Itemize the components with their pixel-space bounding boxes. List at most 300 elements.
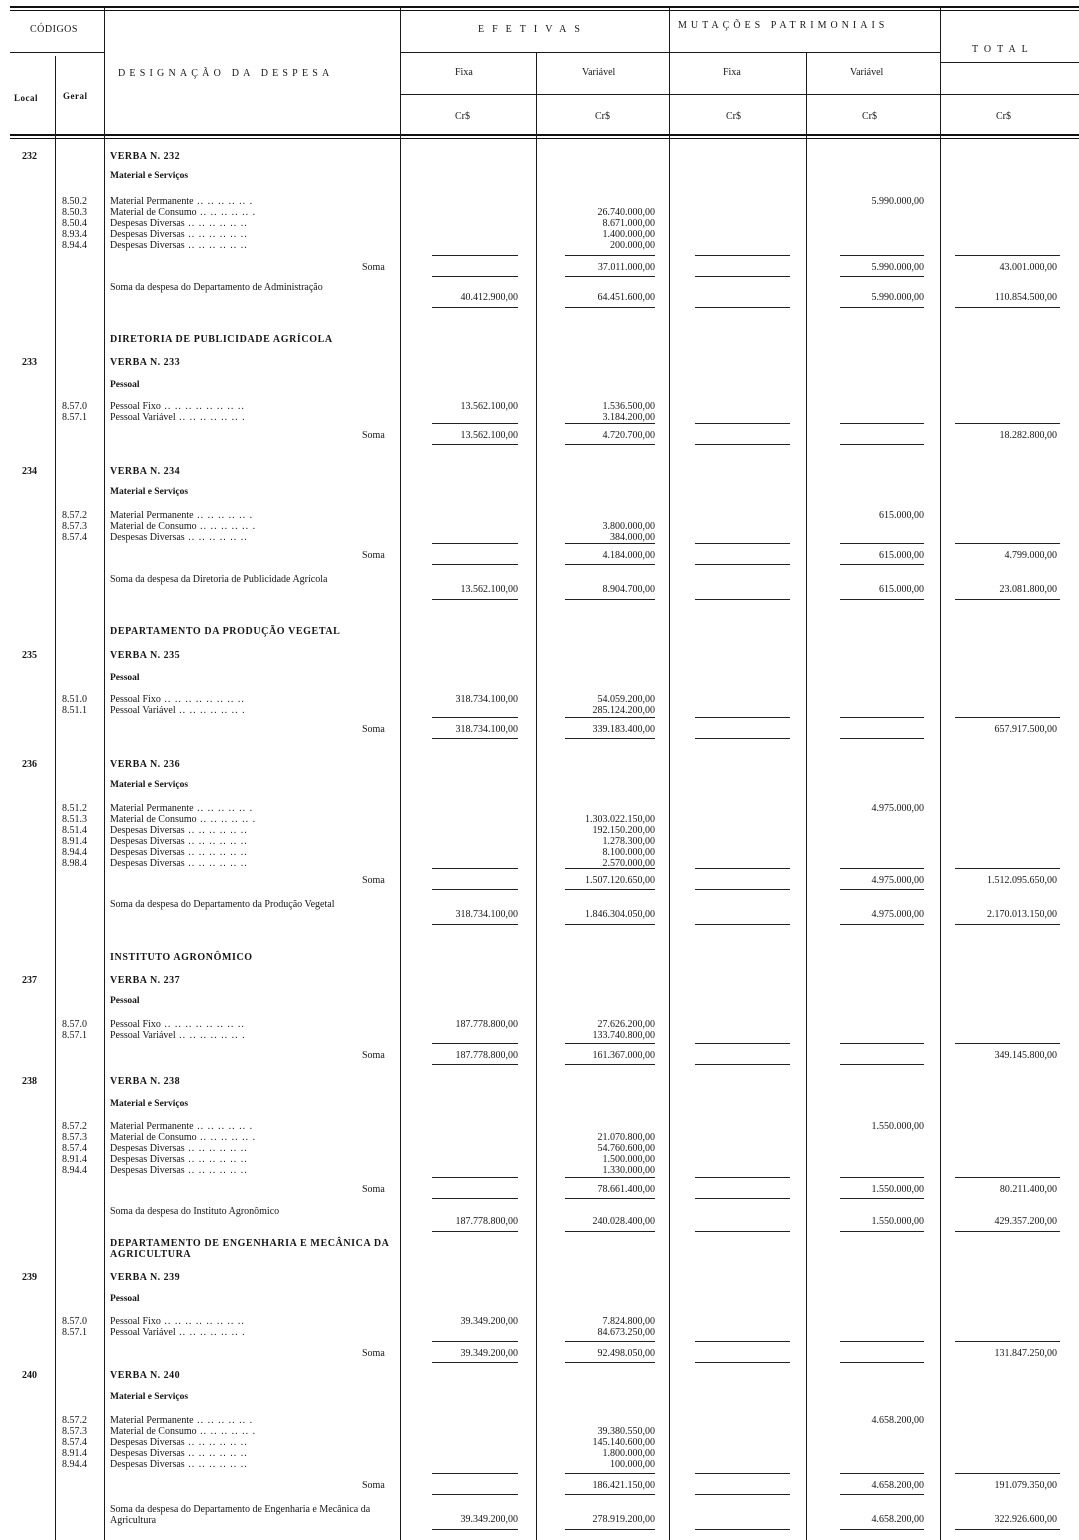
sum-rule-mut_fixa [695,599,790,600]
soma-efe-variavel: 78.661.400,00 [597,1184,655,1195]
sum-rule-efe_fixa [432,564,518,565]
sum-rule-efe_fixa [432,1064,518,1065]
sum-rule-efe_fixa [432,599,518,600]
header-bottom-rule-thin [10,138,1079,139]
item-desc-text: Pessoal Variável [110,1327,176,1338]
hdr-rule-total [940,62,1079,63]
header-bottom-rule [10,134,1079,136]
local-code: 234 [22,466,37,477]
leader-dots: .. .. .. .. .. .. [184,1143,248,1154]
leader-dots: .. .. .. .. .. .. .. .. [160,1316,245,1327]
item-desc-text: Material Permanente [110,1121,194,1132]
sum-rule-total [955,255,1060,256]
item-efe-variavel: 54.760.600,00 [597,1143,655,1154]
sum-rule-efe_fixa [432,543,518,544]
sum-rule-efe_variavel [565,1177,655,1178]
dept-total-total: 23.081.800,00 [999,584,1057,595]
top-rule [10,6,1079,8]
sum-rule-efe_variavel [565,717,655,718]
soma-label: Soma [362,550,385,561]
geral-code: 8.57.1 [62,412,87,423]
leader-dots: .. .. .. .. .. .. [184,1448,248,1459]
geral-code: 8.57.3 [62,1132,87,1143]
sum-rule-efe_fixa [432,444,518,445]
item-efe-variavel: 1.400.000,00 [602,229,655,240]
leader-dots: .. .. .. .. .. . [196,1132,257,1143]
soma-efe-variavel: 186.421.150,00 [592,1480,655,1491]
item-efe-fixa: 318.734.100,00 [455,694,518,705]
total-currency: Cr$ [996,111,1011,122]
sum-rule-mut_variavel [840,276,924,277]
group-title: Material e Serviços [110,1099,189,1109]
sum-rule-mut_variavel [840,1341,924,1342]
sum-rule-efe_fixa [432,1529,518,1530]
soma-efe-variavel: 92.498.050,00 [597,1348,655,1359]
item-efe-variavel: 1.278.300,00 [602,836,655,847]
sum-rule-efe_variavel [565,1529,655,1530]
group-title: Pessoal [110,380,140,390]
soma-efe-variavel: 161.367.000,00 [592,1050,655,1061]
sum-rule-efe_fixa [432,738,518,739]
sum-rule-mut_variavel [840,1043,924,1044]
dept-total-mut-variavel: 4.658.200,00 [871,1514,924,1525]
item-efe-variavel: 54.059.200,00 [597,694,655,705]
leader-dots: .. .. .. .. .. . [196,814,257,825]
sum-rule-mut_variavel [840,1494,924,1495]
item-desc [110,1426,256,1437]
sum-rule-efe_variavel [565,1494,655,1495]
sum-rule-total [955,543,1060,544]
sum-rule-efe_fixa [432,1043,518,1044]
item-mut-variavel: 1.550.000,00 [871,1121,924,1132]
sum-rule-efe_variavel [565,276,655,277]
soma-total: 18.282.800,00 [999,430,1057,441]
leader-dots: .. .. .. .. .. .. [184,825,248,836]
geral-code: 8.51.1 [62,705,87,716]
dept-total-efe-fixa: 40.412.900,00 [460,292,518,303]
sum-rule-efe_fixa [432,1231,518,1232]
sum-rule-mut_fixa [695,1341,790,1342]
item-desc [110,858,248,869]
leader-dots: .. .. .. .. .. .. [184,240,248,251]
soma-total: 4.799.000,00 [1004,550,1057,561]
dept-total-efe-variavel: 8.904.700,00 [602,584,655,595]
codigos-header: CÓDIGOS [30,24,78,35]
sum-rule-efe_fixa [432,307,518,308]
item-efe-variavel: 1.330.000,00 [602,1165,655,1176]
col-divider-efe [536,52,537,1540]
sum-rule-efe_variavel [565,1341,655,1342]
item-desc [110,1327,246,1338]
item-mut-variavel: 4.975.000,00 [871,803,924,814]
sum-rule-efe_fixa [432,1473,518,1474]
item-efe-fixa: 13.562.100,00 [460,401,518,412]
item-desc [110,1165,248,1176]
dept-total-mut-variavel: 1.550.000,00 [871,1216,924,1227]
item-desc [110,814,256,825]
item-desc-text: Material de Consumo [110,1426,197,1437]
leader-dots: .. .. .. .. .. .. [184,858,248,869]
leader-dots: .. .. .. .. .. . [196,1426,257,1437]
sum-rule-efe_variavel [565,423,655,424]
soma-efe-variavel: 4.720.700,00 [602,430,655,441]
sum-rule-efe_fixa [432,1494,518,1495]
sum-rule-efe_variavel [565,307,655,308]
geral-code: 8.51.4 [62,825,87,836]
sum-rule-efe_fixa [432,423,518,424]
item-desc-text: Pessoal Variável [110,705,176,716]
sum-rule-mut_variavel [840,738,924,739]
sum-rule-efe_variavel [565,868,655,869]
col-divider-total [940,8,941,1540]
item-desc-text: Pessoal Fixo [110,401,161,412]
leader-dots: .. .. .. .. .. . [196,521,257,532]
soma-mut-variavel: 5.990.000,00 [871,262,924,273]
sum-rule-efe_variavel [565,1043,655,1044]
dept-total-efe-variavel: 64.451.600,00 [597,292,655,303]
sum-rule-mut_variavel [840,255,924,256]
geral-header: Geral [63,91,88,101]
efetivas-header: EFETIVAS [478,24,588,35]
item-desc-text: Material Permanente [110,196,194,207]
item-desc [110,1143,248,1154]
item-efe-variavel: 27.626.200,00 [597,1019,655,1030]
geral-code: 8.94.4 [62,1165,87,1176]
sum-rule-mut_fixa [695,1494,790,1495]
geral-code: 8.94.4 [62,240,87,251]
item-desc-text: Despesas Diversas [110,1143,185,1154]
geral-code: 8.57.2 [62,1121,87,1132]
item-efe-variavel: 200.000,00 [610,240,655,251]
item-desc [110,836,248,847]
sum-rule-efe_fixa [432,1362,518,1363]
item-efe-variavel: 285.124.200,00 [592,705,655,716]
item-efe-variavel: 84.673.250,00 [597,1327,655,1338]
sum-rule-mut_variavel [840,1473,924,1474]
col-divider-local [55,56,56,1540]
sum-rule-mut_fixa [695,717,790,718]
item-desc [110,1316,245,1327]
soma-mut-variavel: 4.658.200,00 [871,1480,924,1491]
dept-total-label: Soma da despesa do Departamento da Produção Vegetal [110,899,335,910]
sum-rule-efe_variavel [565,924,655,925]
sum-rule-efe_fixa [432,276,518,277]
geral-code: 8.50.2 [62,196,87,207]
item-desc [110,521,256,532]
leader-dots: .. .. .. .. .. .. . [175,412,246,423]
item-efe-variavel: 8.671.000,00 [602,218,655,229]
leader-dots: .. .. .. .. .. .. . [175,1327,246,1338]
dept-total-label: Soma da despesa do Instituto Agronômico [110,1206,280,1217]
sum-rule-mut_variavel [840,1231,924,1232]
dept-total-total: 2.170.013.150,00 [987,909,1057,920]
sum-rule-mut_variavel [840,599,924,600]
soma-total: 191.079.350,00 [994,1480,1057,1491]
item-desc [110,1437,248,1448]
leader-dots: .. .. .. .. .. . [193,803,254,814]
dept-total-label: Soma da despesa da Diretoria de Publicidade Agrícola [110,574,328,585]
geral-code: 8.93.4 [62,229,87,240]
dept-total-efe-fixa: 187.778.800,00 [455,1216,518,1227]
item-efe-variavel: 100.000,00 [610,1459,655,1470]
group-title: Material e Serviços [110,487,189,497]
sum-rule-efe_variavel [565,1198,655,1199]
item-efe-variavel: 1.303.022.150,00 [585,814,655,825]
item-desc [110,401,245,412]
efe-variavel-header: Variável [582,67,616,78]
item-efe-variavel: 384.000,00 [610,532,655,543]
soma-efe-fixa: 13.562.100,00 [460,430,518,441]
soma-label: Soma [362,1480,385,1491]
item-desc [110,1121,253,1132]
dept-total-mut-variavel: 5.990.000,00 [871,292,924,303]
soma-label: Soma [362,1050,385,1061]
item-desc-text: Material Permanente [110,1415,194,1426]
item-desc [110,803,253,814]
item-desc [110,240,248,251]
geral-code: 8.57.4 [62,532,87,543]
group-title: Material e Serviços [110,1392,189,1402]
sum-rule-mut_fixa [695,1064,790,1065]
sum-rule-mut_fixa [695,276,790,277]
item-desc [110,825,248,836]
soma-efe-variavel: 1.507.120.650,00 [585,875,655,886]
sum-rule-total [955,1473,1060,1474]
item-desc-text: Despesas Diversas [110,847,185,858]
mut-variavel-currency: Cr$ [862,111,877,122]
item-desc [110,1154,248,1165]
verba-title: VERBA N. 238 [110,1076,181,1087]
local-code: 238 [22,1076,37,1087]
sum-rule-mut_variavel [840,924,924,925]
col-divider-mut [669,8,670,1540]
soma-label: Soma [362,1348,385,1359]
item-desc-text: Material Permanente [110,803,194,814]
leader-dots: .. .. .. .. .. .. .. .. [160,1019,245,1030]
geral-code: 8.94.4 [62,1459,87,1470]
item-desc-text: Despesas Diversas [110,240,185,251]
geral-code: 8.57.1 [62,1327,87,1338]
item-desc [110,510,253,521]
dept-total-mut-variavel: 615.000,00 [879,584,924,595]
leader-dots: .. .. .. .. .. .. [184,532,248,543]
sum-rule-mut_variavel [840,543,924,544]
item-desc-text: Material de Consumo [110,207,197,218]
sum-rule-total [955,599,1060,600]
item-desc [110,207,256,218]
sum-rule-mut_variavel [840,1177,924,1178]
group-title: Pessoal [110,673,140,683]
sum-rule-efe_variavel [565,599,655,600]
soma-total: 131.847.250,00 [994,1348,1057,1359]
efe-fixa-currency: Cr$ [455,111,470,122]
dept-total-efe-fixa: 318.734.100,00 [455,909,518,920]
local-code: 232 [22,151,37,162]
dept-total-total: 110.854.500,00 [994,292,1057,303]
sum-rule-efe_variavel [565,889,655,890]
item-efe-variavel: 133.740.800,00 [592,1030,655,1041]
total-header: TOTAL [972,44,1034,55]
sum-rule-efe_fixa [432,1177,518,1178]
sum-rule-total [955,1177,1060,1178]
soma-efe-fixa: 318.734.100,00 [455,724,518,735]
sum-rule-mut_fixa [695,1529,790,1530]
sum-rule-efe_variavel [565,738,655,739]
item-desc-text: Material de Consumo [110,814,197,825]
dept-total-efe-variavel: 240.028.400,00 [592,1216,655,1227]
mut-variavel-header: Variável [850,67,884,78]
geral-code: 8.50.4 [62,218,87,229]
soma-mut-variavel: 4.975.000,00 [871,875,924,886]
item-desc-text: Pessoal Fixo [110,1316,161,1327]
item-efe-variavel: 1.800.000,00 [602,1448,655,1459]
sum-rule-mut_fixa [695,1198,790,1199]
verba-title: VERBA N. 232 [110,151,181,162]
soma-total: 80.211.400,00 [999,1184,1057,1195]
item-efe-variavel: 1.500.000,00 [602,1154,655,1165]
efe-fixa-header: Fixa [455,67,473,78]
item-desc [110,229,248,240]
hdr-rule-currency [400,94,1079,95]
item-efe-variavel: 21.070.800,00 [597,1132,655,1143]
item-efe-variavel: 39.380.550,00 [597,1426,655,1437]
group-title: Pessoal [110,1294,140,1304]
geral-code: 8.57.2 [62,1415,87,1426]
leader-dots: .. .. .. .. .. .. [184,229,248,240]
sum-rule-mut_fixa [695,307,790,308]
sum-rule-mut_fixa [695,444,790,445]
sum-rule-total [955,1231,1060,1232]
sum-rule-mut_fixa [695,924,790,925]
sum-rule-mut_fixa [695,1177,790,1178]
sum-rule-total [955,423,1060,424]
local-code: 237 [22,975,37,986]
leader-dots: .. .. .. .. .. . [193,510,254,521]
item-desc [110,1030,246,1041]
sum-rule-mut_fixa [695,255,790,256]
sum-rule-total [955,307,1060,308]
item-desc-text: Pessoal Fixo [110,694,161,705]
sum-rule-total [955,868,1060,869]
department-title: DEPARTAMENTO DE ENGENHARIA E MECÂNICA DA AGRICULTURA [110,1238,389,1260]
sum-rule-efe_fixa [432,889,518,890]
item-desc [110,694,245,705]
sum-rule-efe_fixa [432,1198,518,1199]
sum-rule-mut_variavel [840,423,924,424]
sum-rule-mut_variavel [840,868,924,869]
geral-code: 8.91.4 [62,1154,87,1165]
geral-code: 8.51.0 [62,694,87,705]
leader-dots: .. .. .. .. .. .. . [175,705,246,716]
dept-total-label: Soma da despesa do Departamento de Engenharia e Mecânica da Agricultura [110,1504,371,1526]
item-desc [110,705,246,716]
item-efe-variavel: 192.150.200,00 [592,825,655,836]
geral-code: 8.57.2 [62,510,87,521]
geral-code: 8.51.2 [62,803,87,814]
verba-title: VERBA N. 239 [110,1272,181,1283]
soma-efe-variavel: 4.184.000,00 [602,550,655,561]
sum-rule-mut_fixa [695,1043,790,1044]
soma-mut-variavel: 615.000,00 [879,550,924,561]
geral-code: 8.57.4 [62,1437,87,1448]
dept-total-efe-variavel: 278.919.200,00 [592,1514,655,1525]
item-mut-variavel: 4.658.200,00 [871,1415,924,1426]
soma-mut-variavel: 1.550.000,00 [871,1184,924,1195]
item-efe-variavel: 7.824.800,00 [602,1316,655,1327]
col-divider-mutvar [806,52,807,1540]
item-desc-text: Despesas Diversas [110,1448,185,1459]
item-desc [110,218,248,229]
leader-dots: .. .. .. .. .. . [193,1121,254,1132]
item-desc-text: Despesas Diversas [110,1165,185,1176]
item-desc-text: Despesas Diversas [110,229,185,240]
verba-title: VERBA N. 234 [110,466,181,477]
soma-label: Soma [362,875,385,886]
geral-code: 8.98.4 [62,858,87,869]
group-title: Material e Serviços [110,780,189,790]
item-desc [110,1459,248,1470]
sum-rule-total [955,717,1060,718]
local-code: 236 [22,759,37,770]
efe-variavel-currency: Cr$ [595,111,610,122]
sum-rule-efe_variavel [565,255,655,256]
soma-label: Soma [362,1184,385,1195]
soma-label: Soma [362,724,385,735]
verba-title: VERBA N. 235 [110,650,181,661]
item-desc-text: Despesas Diversas [110,218,185,229]
leader-dots: .. .. .. .. .. . [196,207,257,218]
leader-dots: .. .. .. .. .. .. [184,218,248,229]
sum-rule-total [955,1043,1060,1044]
item-efe-fixa: 39.349.200,00 [460,1316,518,1327]
item-desc-text: Despesas Diversas [110,1154,185,1165]
sum-rule-efe_variavel [565,444,655,445]
item-efe-variavel: 3.800.000,00 [602,521,655,532]
soma-efe-fixa: 187.778.800,00 [455,1050,518,1061]
item-desc-text: Despesas Diversas [110,858,185,869]
soma-total: 1.512.095.650,00 [987,875,1057,886]
dept-total-efe-fixa: 39.349.200,00 [460,1514,518,1525]
local-code: 235 [22,650,37,661]
verba-title: VERBA N. 233 [110,357,181,368]
item-desc-text: Pessoal Fixo [110,1019,161,1030]
leader-dots: .. .. .. .. .. .. [184,847,248,858]
sum-rule-mut_variavel [840,717,924,718]
item-efe-variavel: 8.100.000,00 [602,847,655,858]
sum-rule-mut_fixa [695,423,790,424]
item-desc [110,1132,256,1143]
item-mut-variavel: 5.990.000,00 [871,196,924,207]
item-desc [110,412,246,423]
item-efe-variavel: 3.184.200,00 [602,412,655,423]
col-divider-geral [104,8,105,1540]
department-title: INSTITUTO AGRONÔMICO [110,952,253,963]
group-title: Material e Serviços [110,171,189,181]
sum-rule-mut_variavel [840,1198,924,1199]
sum-rule-mut_fixa [695,1362,790,1363]
leader-dots: .. .. .. .. .. . [193,1415,254,1426]
item-desc-text: Despesas Diversas [110,532,185,543]
soma-label: Soma [362,430,385,441]
item-efe-variavel: 145.140.600,00 [592,1437,655,1448]
mut-fixa-header: Fixa [723,67,741,78]
local-code: 240 [22,1370,37,1381]
geral-code: 8.57.3 [62,521,87,532]
dept-total-total: 429.357.200,00 [994,1216,1057,1227]
dept-total-total: 322.926.600,00 [994,1514,1057,1525]
item-efe-fixa: 187.778.800,00 [455,1019,518,1030]
sum-rule-mut_variavel [840,307,924,308]
